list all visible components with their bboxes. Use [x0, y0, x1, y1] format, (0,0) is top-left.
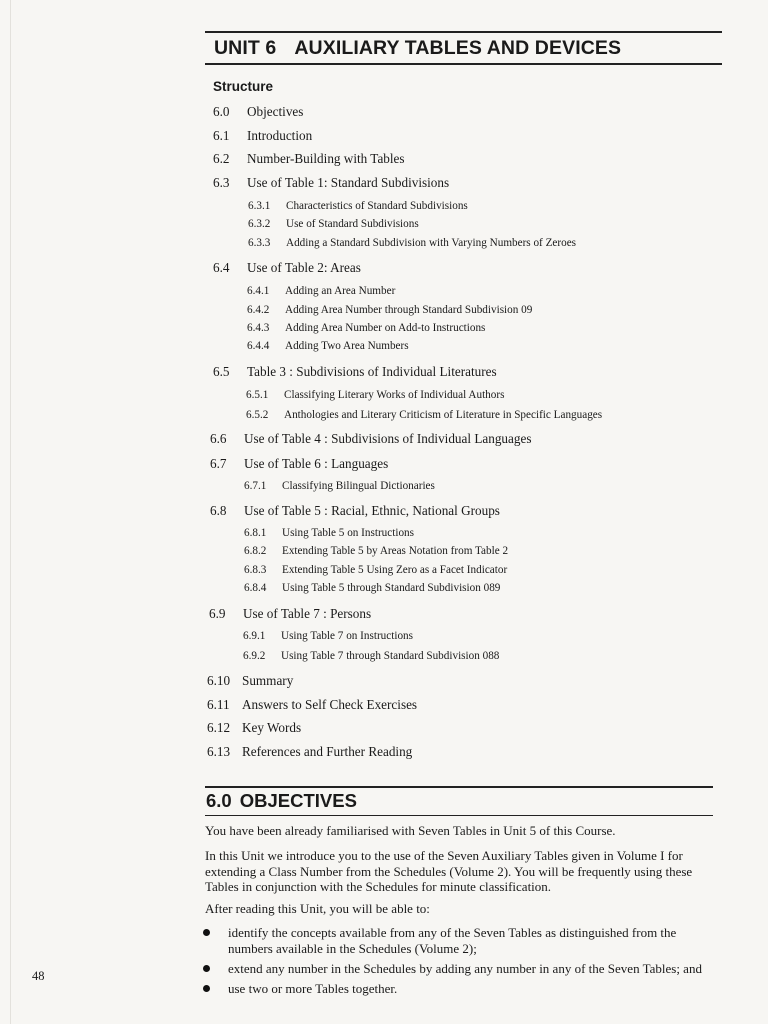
toc-title: Using Table 5 through Standard Subdivision 089 — [282, 582, 501, 594]
toc-entry — [207, 673, 293, 689]
toc-number: 6.4.2 — [247, 304, 270, 316]
toc-entry — [209, 606, 371, 622]
toc-entry — [213, 104, 303, 120]
toc-title: Number-Building with Tables — [247, 151, 405, 166]
toc-number: 6.4.4 — [247, 340, 270, 352]
bullet-dot-icon — [203, 985, 210, 992]
toc-title: Use of Table 2: Areas — [247, 260, 361, 275]
toc-title: Summary — [242, 673, 294, 688]
toc-subentry — [243, 650, 499, 662]
toc-number: 6.4.3 — [247, 322, 270, 334]
toc-number: 6.3.3 — [248, 237, 271, 249]
toc-subentry — [244, 527, 414, 539]
toc-number: 6.1 — [213, 128, 230, 143]
toc-number: 6.3.2 — [248, 218, 271, 230]
toc-title: Using Table 7 through Standard Subdivision 088 — [281, 650, 500, 662]
toc-number: 6.3.1 — [248, 200, 271, 212]
toc-title: Objectives — [247, 104, 304, 119]
toc-title: Adding Area Number through Standard Subdivision 09 — [285, 304, 533, 316]
toc-number: 6.12 — [207, 720, 231, 735]
objectives-heading-title: OBJECTIVES — [239, 790, 357, 811]
toc-subentry — [244, 582, 500, 594]
unit-title: AUXILIARY TABLES AND DEVICES — [294, 37, 622, 59]
toc-title: Using Table 7 on Instructions — [281, 630, 414, 642]
bullet-dot-icon — [203, 929, 210, 936]
toc-entry — [210, 503, 500, 519]
toc-number: 6.8.1 — [244, 527, 267, 539]
page-margin-rule — [10, 0, 11, 1024]
toc-number: 6.2 — [213, 151, 230, 166]
toc-number: 6.9 — [209, 606, 226, 621]
toc-entry — [207, 697, 417, 713]
toc-title: Use of Table 7 : Persons — [243, 606, 372, 621]
toc-entry — [213, 260, 361, 276]
toc-number: 6.9.1 — [243, 630, 266, 642]
toc-entry — [213, 175, 449, 191]
toc-number: 6.10 — [207, 673, 231, 688]
toc-entry — [210, 431, 531, 447]
toc-number: 6.4 — [213, 260, 230, 275]
toc-title: Use of Table 4 : Subdivisions of Individual Languages — [244, 431, 532, 446]
toc-subentry — [246, 389, 504, 401]
toc-entry — [207, 744, 412, 760]
toc-title: Use of Table 5 : Racial, Ethnic, National Groups — [244, 503, 500, 518]
toc-title: Introduction — [247, 128, 313, 143]
structure-label: Structure — [213, 79, 274, 94]
toc-title: Adding Area Number on Add-to Instructions — [285, 322, 486, 334]
toc-number: 6.8.3 — [244, 564, 267, 576]
toc-subentry — [247, 304, 532, 316]
toc-entry — [213, 364, 497, 380]
toc-title: Adding a Standard Subdivision with Varying Numbers of Zeroes — [286, 237, 577, 249]
toc-title: Characteristics of Standard Subdivisions — [286, 200, 468, 212]
toc-entry — [210, 456, 388, 472]
toc-subentry — [244, 545, 508, 557]
toc-number: 6.0 — [213, 104, 230, 119]
toc-number: 6.5.2 — [246, 409, 269, 421]
toc-number: 6.3 — [213, 175, 230, 190]
toc-title: Classifying Literary Works of Individual Authors — [284, 389, 505, 401]
objectives-bullet-text: extend any number in the Schedules by adding any number in any of the Seven Tables; and — [228, 961, 702, 976]
objectives-paragraph: In this Unit we introduce you to the use of the Seven Auxiliary Tables given in Volume I for extending a Class Number from the Schedules (Volume 2). You will be frequently using these Tables in conjunction with the Schedules for minute classification. — [205, 848, 693, 894]
toc-title: Extending Table 5 Using Zero as a Facet Indicator — [282, 564, 508, 576]
objectives-paragraph: You have been already familiarised with Seven Tables in Unit 5 of this Course. — [205, 823, 616, 838]
objectives-bullet-text: use two or more Tables together. — [228, 981, 398, 996]
objectives-heading-number: 6.0 — [206, 790, 232, 811]
toc-number: 6.9.2 — [243, 650, 266, 662]
bullet-dot-icon — [203, 965, 210, 972]
toc-title: Key Words — [242, 720, 302, 735]
toc-subentry — [247, 340, 409, 352]
toc-number: 6.11 — [207, 697, 230, 712]
toc-title: Use of Table 1: Standard Subdivisions — [247, 175, 450, 190]
objectives-heading — [205, 786, 713, 816]
toc-number: 6.4.1 — [247, 285, 270, 297]
toc-title: Anthologies and Literary Criticism of Literature in Specific Languages — [284, 409, 603, 421]
toc-title: Extending Table 5 by Areas Notation from Table 2 — [282, 545, 509, 557]
toc-subentry — [246, 409, 602, 421]
toc-title: Table 3 : Subdivisions of Individual Literatures — [247, 364, 497, 379]
unit-number: UNIT 6 — [214, 37, 277, 59]
toc-subentry — [243, 630, 413, 642]
toc-title: Adding Two Area Numbers — [285, 340, 409, 352]
unit-heading — [205, 31, 722, 65]
toc-number: 6.7.1 — [244, 480, 267, 492]
toc-number: 6.13 — [207, 744, 231, 759]
objectives-paragraph: After reading this Unit, you will be able to: — [205, 901, 430, 916]
toc-title: References and Further Reading — [242, 744, 413, 759]
toc-entry — [213, 128, 312, 144]
toc-entry — [207, 720, 301, 736]
objectives-bullet-text: identify the concepts available from any of the Seven Tables as distinguished from the numbers available in the Schedules (Volume 2); — [228, 925, 677, 956]
toc-number: 6.8 — [210, 503, 227, 518]
toc-subentry — [248, 237, 576, 249]
toc-subentry — [248, 200, 468, 212]
toc-title: Answers to Self Check Exercises — [242, 697, 418, 712]
page-number: 48 — [32, 969, 45, 983]
toc-title: Use of Standard Subdivisions — [286, 218, 419, 230]
toc-number: 6.5 — [213, 364, 230, 379]
toc-number: 6.6 — [210, 431, 227, 446]
toc-subentry — [244, 564, 507, 576]
toc-title: Use of Table 6 : Languages — [244, 456, 389, 471]
toc-subentry — [247, 322, 485, 334]
toc-title: Adding an Area Number — [285, 285, 396, 297]
toc-number: 6.8.2 — [244, 545, 267, 557]
toc-subentry — [247, 285, 395, 297]
toc-title: Classifying Bilingual Dictionaries — [282, 480, 435, 492]
toc-subentry — [248, 218, 419, 230]
toc-number: 6.7 — [210, 456, 227, 471]
toc-number: 6.5.1 — [246, 389, 269, 401]
toc-title: Using Table 5 on Instructions — [282, 527, 415, 539]
toc-number: 6.8.4 — [244, 582, 267, 594]
toc-entry — [213, 151, 405, 167]
toc-subentry — [244, 480, 435, 492]
